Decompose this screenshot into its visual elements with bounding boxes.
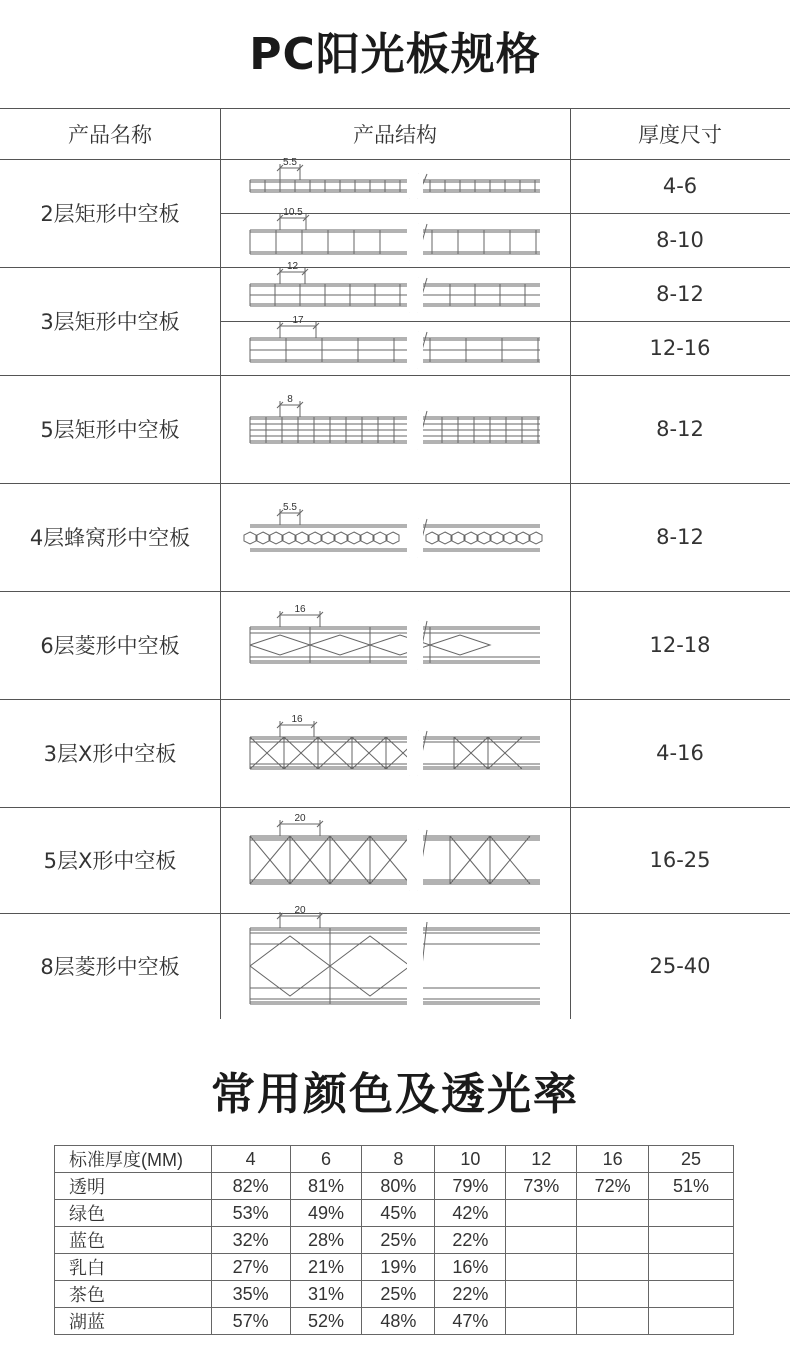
transmittance-cell: 19% — [362, 1254, 435, 1281]
thickness-value: 4-16 — [656, 741, 704, 765]
structure-cell — [220, 483, 570, 591]
thickness-value: 16-25 — [649, 848, 711, 872]
row-label: 透明 — [55, 1173, 212, 1200]
color-row — [55, 1281, 734, 1308]
product-name: 3层矩形中空板 — [40, 310, 180, 334]
transmittance-cell: 16 — [577, 1146, 649, 1173]
thickness-value: 8-12 — [656, 282, 704, 306]
row-label: 蓝色 — [55, 1227, 212, 1254]
transmittance-cell: 57% — [211, 1308, 290, 1335]
column-rule — [570, 108, 571, 1019]
structure-diagram — [220, 807, 570, 913]
structure-cell — [220, 159, 570, 213]
dimension-label: 10.5 — [283, 207, 303, 218]
structure-diagram — [220, 315, 570, 375]
transmittance-cell — [506, 1281, 577, 1308]
row-label: 标准厚度(MM) — [55, 1146, 212, 1173]
transmittance-cell: 28% — [290, 1227, 362, 1254]
transmittance-cell — [577, 1308, 649, 1335]
thickness-value: 8-10 — [656, 228, 704, 252]
color-row — [55, 1308, 734, 1335]
transmittance-cell: 79% — [435, 1173, 506, 1200]
transmittance-cell: 10 — [435, 1146, 506, 1173]
structure-diagram — [220, 375, 570, 483]
row-label: 湖蓝 — [55, 1308, 212, 1335]
structure-cell — [220, 905, 570, 1019]
transmittance-cell — [649, 1281, 734, 1308]
transmittance-cell: 72% — [577, 1173, 649, 1200]
structure-cell — [220, 207, 570, 267]
transmittance-cell: 81% — [290, 1173, 362, 1200]
transmittance-cell — [506, 1308, 577, 1335]
color-row — [55, 1254, 734, 1281]
transmittance-cell: 12 — [506, 1146, 577, 1173]
transmittance-cell — [649, 1308, 734, 1335]
color-row — [55, 1173, 734, 1200]
product-name: 6层菱形中空板 — [40, 634, 180, 658]
dimension-label: 20 — [294, 813, 306, 824]
structure-cell — [220, 807, 570, 913]
row-label: 茶色 — [55, 1281, 212, 1308]
color-transmittance-table — [54, 1145, 734, 1335]
transmittance-cell: 27% — [211, 1254, 290, 1281]
transmittance-cell: 73% — [506, 1173, 577, 1200]
transmittance-cell — [649, 1254, 734, 1281]
thickness-value: 25-40 — [649, 954, 711, 978]
transmittance-cell: 4 — [211, 1146, 290, 1173]
transmittance-cell: 42% — [435, 1200, 506, 1227]
product-name: 5层矩形中空板 — [40, 418, 180, 442]
column-header: 产品结构 — [353, 122, 437, 147]
transmittance-cell: 32% — [211, 1227, 290, 1254]
dimension-label: 16 — [294, 604, 306, 615]
transmittance-cell: 53% — [211, 1200, 290, 1227]
dimension-label: 20 — [294, 905, 306, 916]
column-header: 厚度尺寸 — [638, 122, 722, 147]
transmittance-cell: 25 — [649, 1146, 734, 1173]
dimension-label: 16 — [291, 714, 303, 725]
thickness-value: 12-16 — [649, 336, 711, 360]
product-name: 5层X形中空板 — [43, 849, 177, 873]
structure-diagram — [220, 905, 570, 1019]
transmittance-cell: 8 — [362, 1146, 435, 1173]
structure-cell — [220, 375, 570, 483]
transmittance-cell: 45% — [362, 1200, 435, 1227]
transmittance-cell: 22% — [435, 1281, 506, 1308]
transmittance-cell: 21% — [290, 1254, 362, 1281]
thickness-value: 4-6 — [662, 174, 698, 198]
thickness-value: 12-18 — [649, 633, 711, 657]
dimension-label: 5.5 — [283, 157, 297, 168]
transmittance-cell — [577, 1254, 649, 1281]
product-name: 8层菱形中空板 — [40, 955, 180, 979]
transmittance-cell — [506, 1200, 577, 1227]
transmittance-cell — [649, 1227, 734, 1254]
header-row — [55, 1146, 734, 1173]
column-rule — [220, 108, 221, 1019]
dimension-label: 17 — [292, 315, 304, 326]
structure-diagram — [220, 159, 570, 213]
color-row — [55, 1200, 734, 1227]
row-label: 乳白 — [55, 1254, 212, 1281]
transmittance-cell — [577, 1281, 649, 1308]
transmittance-cell — [577, 1200, 649, 1227]
structure-diagram — [220, 207, 570, 267]
transmittance-cell — [649, 1200, 734, 1227]
transmittance-cell: 48% — [362, 1308, 435, 1335]
column-header: 产品名称 — [68, 122, 152, 147]
row-label: 绿色 — [55, 1200, 212, 1227]
spec-table — [0, 108, 790, 1018]
product-name: 3层X形中空板 — [43, 742, 177, 766]
spec-title: PC阳光板规格 — [249, 29, 541, 80]
transmittance-cell: 82% — [211, 1173, 290, 1200]
transmittance-cell — [506, 1227, 577, 1254]
transmittance-cell: 49% — [290, 1200, 362, 1227]
transmittance-cell: 16% — [435, 1254, 506, 1281]
dimension-label: 12 — [286, 261, 299, 272]
transmittance-cell: 22% — [435, 1227, 506, 1254]
structure-cell — [220, 315, 570, 375]
transmittance-cell: 25% — [362, 1281, 435, 1308]
transmittance-cell: 31% — [290, 1281, 362, 1308]
structure-diagram — [220, 483, 570, 591]
structure-diagram — [220, 699, 570, 807]
transmittance-cell — [577, 1227, 649, 1254]
dimension-label: 5.5 — [283, 502, 297, 513]
structure-cell — [220, 591, 570, 699]
transmittance-cell — [506, 1254, 577, 1281]
transmittance-cell: 51% — [649, 1173, 734, 1200]
color-title: 常用颜色及透光率 — [211, 1069, 579, 1120]
product-name: 4层蜂窝形中空板 — [29, 526, 191, 550]
thickness-value: 8-12 — [656, 417, 704, 441]
transmittance-cell: 35% — [211, 1281, 290, 1308]
transmittance-cell: 47% — [435, 1308, 506, 1335]
thickness-value: 8-12 — [656, 525, 704, 549]
transmittance-cell: 52% — [290, 1308, 362, 1335]
structure-diagram — [220, 261, 570, 321]
dimension-label: 8 — [287, 394, 293, 405]
product-name: 2层矩形中空板 — [40, 202, 180, 226]
color-row — [55, 1227, 734, 1254]
transmittance-cell: 80% — [362, 1173, 435, 1200]
structure-cell — [220, 699, 570, 807]
structure-diagram — [220, 591, 570, 699]
structure-cell — [220, 261, 570, 321]
transmittance-cell: 6 — [290, 1146, 362, 1173]
transmittance-cell: 25% — [362, 1227, 435, 1254]
